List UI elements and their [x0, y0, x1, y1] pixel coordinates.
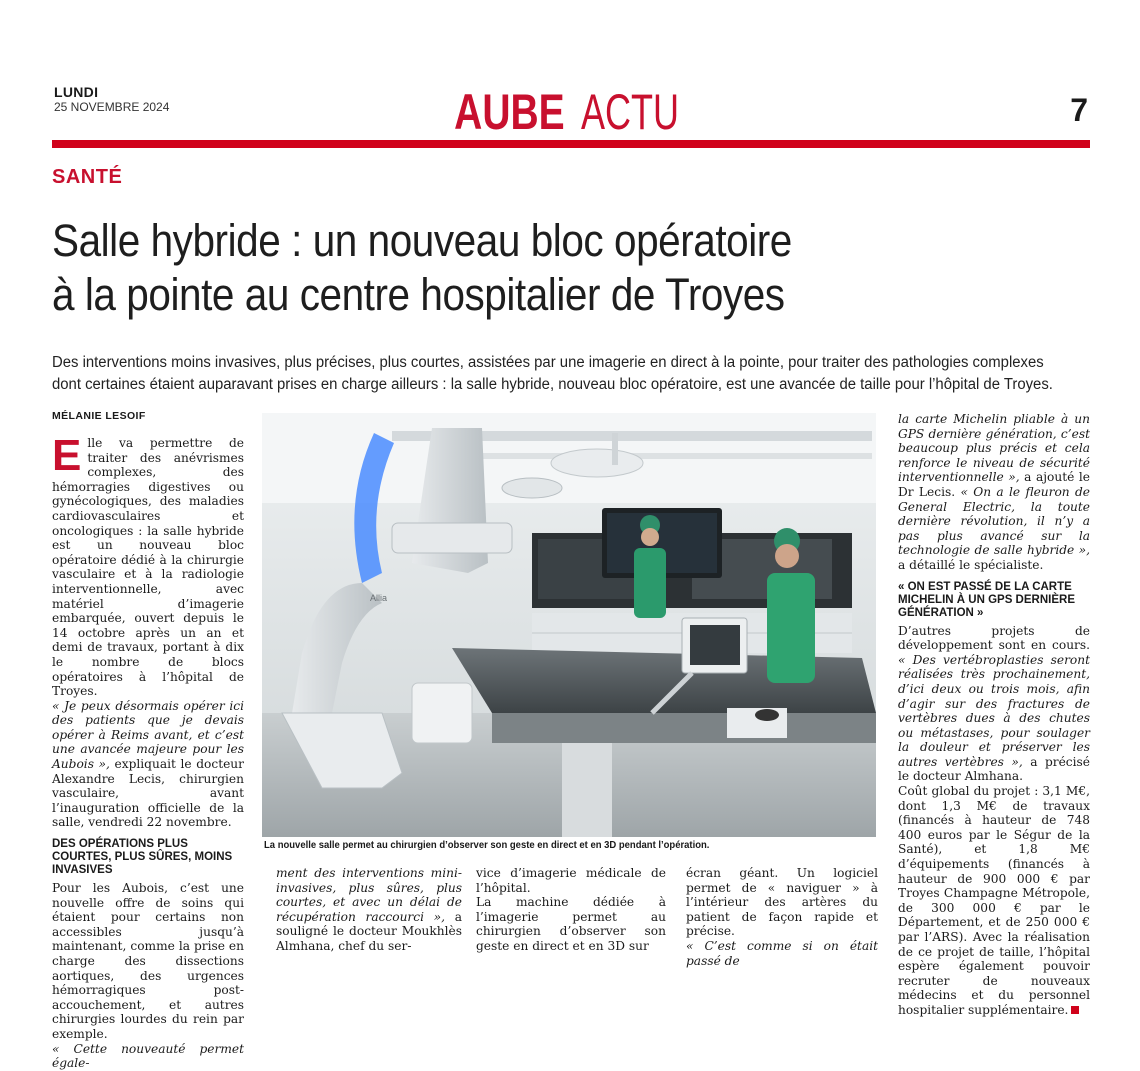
paragraph: [898, 624, 1090, 785]
paragraph: [898, 784, 1090, 1018]
byline: MÉLANIE LESOIF: [52, 410, 146, 422]
lead-text: lle va permettre de traiter des anévrismes complexes, des hémorragies digestives ou gynécologiques, des maladies cardiovasculaires et oncologiques : la salle hybride est un nouveau bloc opératoire dédié à la chirurgie vasculaire et à la radiologie interventionnelle, avec matériel d’imagerie embarquée, ouvert depuis le 14 octobre après un an et demi de travaux, portant à dix le nombre de blocs opératoires à l’hôpital de Troyes.: [52, 436, 244, 699]
quote: la carte Michelin pliable à un GPS dernière génération, c’est beaucoup plus précis et cela renforce le niveau de sécurité interventionnelle »,: [898, 412, 1090, 485]
paragraph-text: a détaillé le spécialiste.: [898, 557, 1044, 572]
article-title: [52, 214, 1092, 322]
section-name-light: ACTU: [580, 84, 679, 140]
paragraph: [898, 412, 1090, 573]
column-5: [898, 412, 1090, 1018]
paragraph: écran géant. Un logiciel permet de « naviguer » à l’intérieur des artères du patient de façon rapide et précise.: [686, 866, 878, 939]
standfirst: [52, 352, 1102, 396]
paragraph: La machine dédiée à l’imagerie permet au chirurgien d’observer son geste en direct et en 3D sur: [476, 895, 666, 953]
quote: « On a le fleuron de General Electric, la toute dernière révolution, il n’y a pas plus avancé sur la technologie de salle hybride »,: [898, 484, 1090, 558]
article-photo: [262, 413, 876, 837]
subheading: « ON EST PASSÉ DE LA CARTE MICHELIN À UN GPS DERNIÈRE GÉNÉRATION »: [898, 580, 1075, 619]
paragraph-text: Coût global du projet : 3,1 M€, dont 1,3 M€ de travaux (financés à hauteur de 748 400 euros par le Ségur de la Santé), et 1,8 M€ d’équipements (financés à hauteur de 900 000 € par Troyes Champagne Métropole, de 300 000 € par le Département, et de 250 000 € par l’ARS). Avec la réalisation de ce projet de taille, l’hôpital espère également pouvoir recruter de nouveaux médecins et du personnel hospitalier supplémentaire.: [898, 784, 1090, 1017]
column-2: [276, 866, 462, 954]
paragraph-text: expliquait le docteur Alexandre Lecis, chirurgien vasculaire, avant l’inauguration officielle de la salle, vendredi 22 novembre.: [52, 757, 244, 830]
paragraph-text: D’autres projets de développement sont en cours.: [898, 623, 1090, 653]
quote: « C’est comme si on était passé de: [686, 938, 878, 968]
issue-day: LUNDI: [54, 84, 99, 100]
quote: « Je peux désormais opérer ici des patients que je devais opérer à Reims avant, et c’est une avancée majeure pour les Aubois »,: [52, 698, 244, 772]
paragraph: vice d’imagerie médicale de l’hôpital.: [476, 866, 666, 895]
paragraph-text: a ajouté le Dr Lecis.: [898, 470, 1091, 499]
paragraph: [276, 866, 462, 954]
drop-cap: E: [52, 431, 82, 480]
section-masthead: [0, 82, 1140, 142]
operating-room-illustration: [262, 413, 876, 837]
lead-paragraph: [52, 431, 244, 699]
end-mark-icon: [1071, 1006, 1079, 1014]
section-name-bold: AUBE: [454, 84, 565, 140]
machine-label: Allia: [370, 593, 388, 603]
standfirst-line-1: Des interventions moins invasives, plus précises, plus courtes, assistées par une imagerie en direct à la pointe, pour traiter des pathologies complexes: [52, 354, 1044, 371]
quote: ment des interventions mini-invasives, plus sûres, plus courtes, et avec un délai de récupération raccourci »,: [276, 866, 462, 924]
page-number: 7: [1070, 92, 1088, 128]
paragraph: [52, 699, 244, 830]
title-line-1: Salle hybride : un nouveau bloc opératoire: [52, 215, 792, 266]
paragraph: Pour les Aubois, c’est une nouvelle offre de soins qui étaient pour certains non accessibles jusqu’à maintenant, comme la prise en charge des dissections aortiques, des urgences hémorragiques post-accouchement, et autres chirurgies lourdes du rein par exemple.: [52, 881, 244, 1041]
title-line-2: à la pointe au centre hospitalier de Troyes: [52, 269, 785, 320]
quote: « Cette nouveauté permet égale-: [52, 1041, 244, 1071]
header-rule: [52, 140, 1090, 148]
photo-caption: [264, 840, 876, 851]
paragraph-text: a souligné le docteur Moukhlès Almhana, chef du ser-: [276, 909, 462, 953]
column-4: [686, 866, 878, 968]
subheading: DES OPÉRATIONS PLUS COURTES, PLUS SÛRES, MOINS INVASIVES: [52, 838, 233, 877]
rubric: SANTÉ: [52, 166, 123, 188]
column-3: [476, 866, 666, 954]
column-1: [52, 431, 244, 1071]
standfirst-line-2: dont certaines étaient auparavant prises en charge ailleurs : la salle hybride, nouveau bloc opératoire, est une avancée de taille pour l’hôpital de Troyes.: [52, 376, 1053, 393]
quote: « Des vertébroplasties seront réalisées très prochainement, d’ici deux ou trois mois, afin d’agir sur des fractures de vertèbres dues à des chutes ou métastases, pour soulager la douleur et préserver les autres vertèbres »,: [898, 652, 1090, 769]
paragraph-text: a précisé le docteur Almhana.: [898, 754, 1090, 784]
caption-text: La nouvelle salle permet au chirurgien d’observer son geste en direct et en 3D pendant l’opération.: [264, 840, 710, 851]
issue-date: 25 NOVEMBRE 2024: [54, 100, 170, 114]
